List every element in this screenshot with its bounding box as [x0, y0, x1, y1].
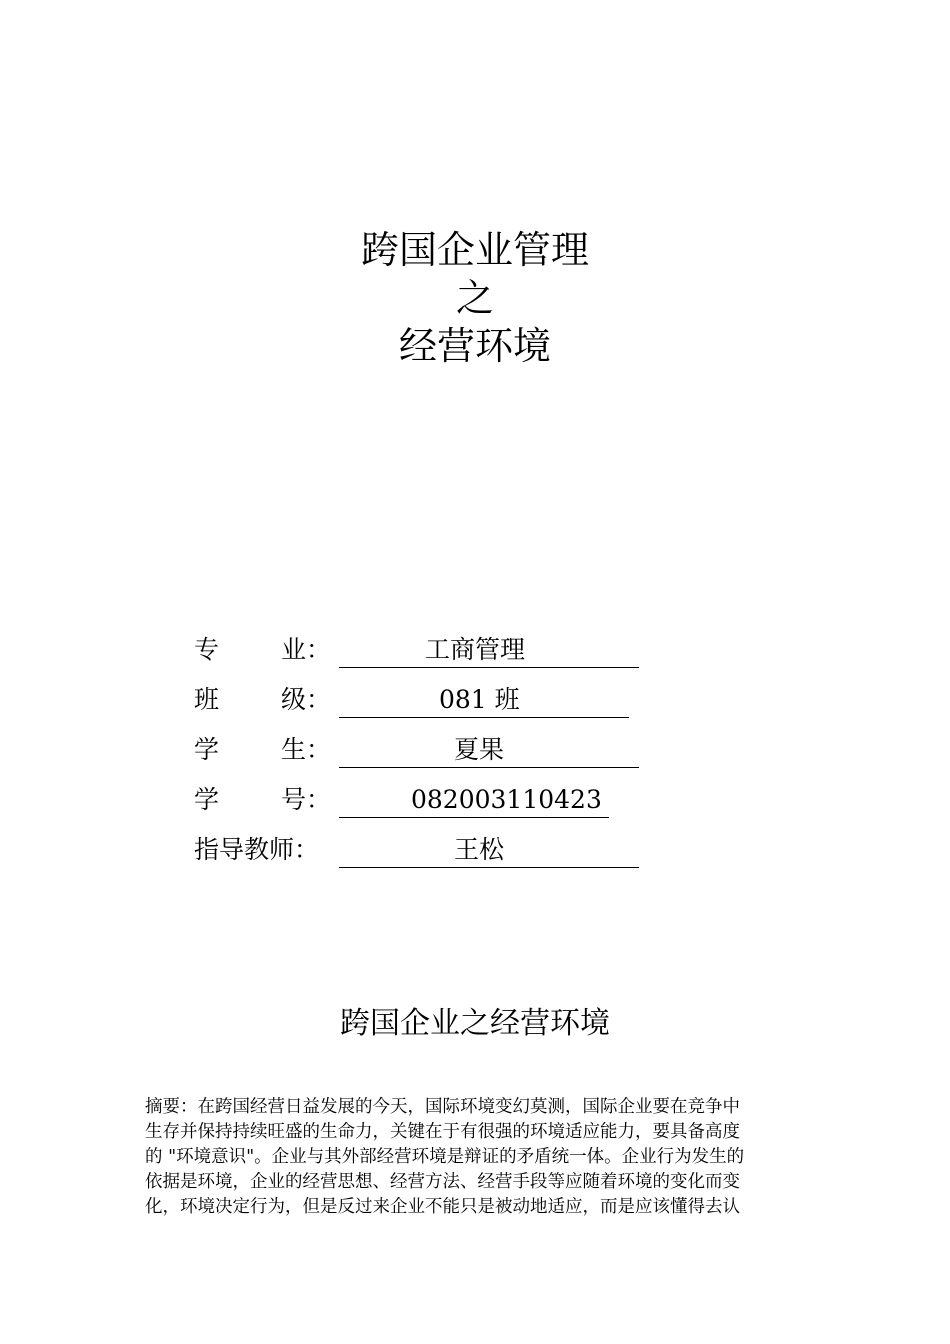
label-char: 号： [281, 785, 332, 814]
label-char: 班 [194, 685, 220, 714]
value-text: 081 班 [439, 685, 520, 714]
label-text: 指导教师： [194, 835, 320, 864]
value-text: 082003110423 [411, 785, 602, 814]
abstract-paragraph [145, 1095, 810, 1220]
info-value-student [339, 730, 639, 768]
info-label-major [194, 630, 334, 670]
label-char: 学 [194, 785, 220, 814]
info-value-major [339, 630, 639, 668]
abstract-line: 化，环境决定行为，但是反过来企业不能只是被动地适应，而是应该懂得去认 [145, 1197, 740, 1217]
abstract-line: 依据是环境，企业的经营思想、经营方法、经营手段等应随着环境的变化而变 [145, 1172, 740, 1192]
info-value-advisor [339, 830, 639, 868]
info-label-student-id [194, 780, 334, 820]
cover-title [0, 226, 950, 370]
cover-title-line-1: 跨国企业管理 [360, 228, 589, 272]
cover-title-line-3: 经营环境 [398, 324, 551, 368]
label-char: 生： [281, 735, 332, 764]
info-value-class [339, 680, 629, 718]
article-heading: 跨国企业之经营环境 [340, 1006, 610, 1041]
abstract-line: 摘要：在跨国经营日益发展的今天，国际环境变幻莫测，国际企业要在竞争中 [145, 1097, 740, 1117]
value-text: 夏果 [454, 735, 505, 764]
label-char: 学 [194, 735, 220, 764]
value-text: 工商管理 [425, 635, 526, 664]
info-label-class [194, 680, 334, 720]
cover-title-line-2: 之 [455, 276, 494, 320]
info-label-student [194, 730, 334, 770]
info-label-advisor [194, 830, 334, 870]
label-char: 级： [281, 685, 332, 714]
abstract-line: 生存并保持持续旺盛的生命力，关键在于有很强的环境适应能力，要具备高度 [145, 1122, 740, 1142]
value-text: 王松 [454, 835, 505, 864]
abstract-line: 的 "环境意识"。企业与其外部经营环境是辩证的矛盾统一体。企业行为发生的 [145, 1147, 745, 1167]
info-value-student-id [339, 780, 609, 818]
label-char: 专 [194, 635, 220, 664]
label-char: 业： [281, 635, 332, 664]
